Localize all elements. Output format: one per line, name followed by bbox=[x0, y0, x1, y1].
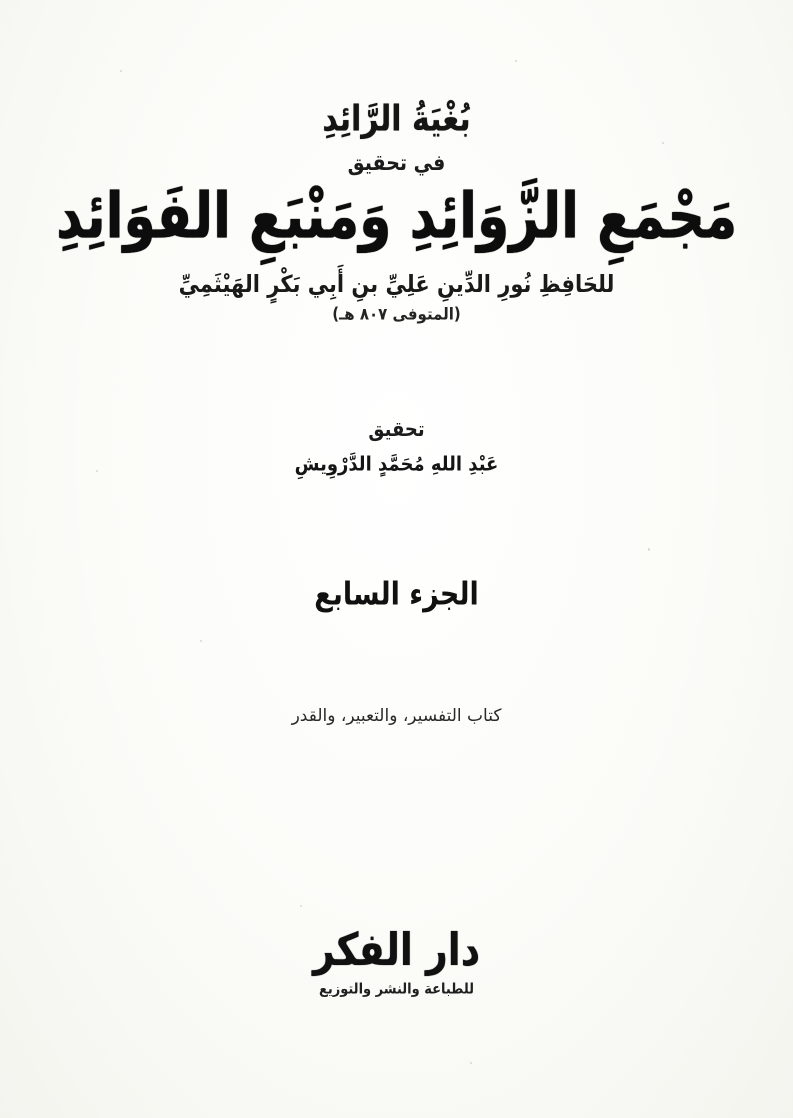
author-death-note: (المتوفى ٨٠٧ هـ) bbox=[332, 303, 461, 324]
publisher-block bbox=[0, 924, 793, 998]
editor-label: تحقيق bbox=[368, 417, 425, 442]
volume-number: الجزء السابع bbox=[314, 575, 479, 613]
title-block bbox=[0, 98, 793, 324]
editor-name: عَبْدِ اللهِ مُحَمَّدٍ الدَّرْوِيشِ bbox=[294, 452, 499, 476]
volume-contents: كتاب التفسير، والتعبير، والقدر bbox=[291, 705, 502, 726]
publisher-tagline: للطباعة والنشر والتوزيع bbox=[318, 981, 475, 998]
book-subtitle: في تحقيق bbox=[347, 149, 446, 176]
publisher-name: دار الفكر bbox=[312, 924, 481, 977]
editor-block bbox=[295, 419, 499, 475]
page-title: مَجْمَعِ الزَّوَائِدِ وَمَنْبَعِ الفَوَائِدِ bbox=[55, 179, 738, 254]
book-supertitle: بُغْيَةُ الرَّائِدِ bbox=[322, 98, 471, 141]
author-name: للحَافِظِ نُورِ الدِّينِ عَلِيِّ بنِ أَبِي بَكْرٍ الهَيْثَمِيِّ bbox=[178, 270, 615, 298]
